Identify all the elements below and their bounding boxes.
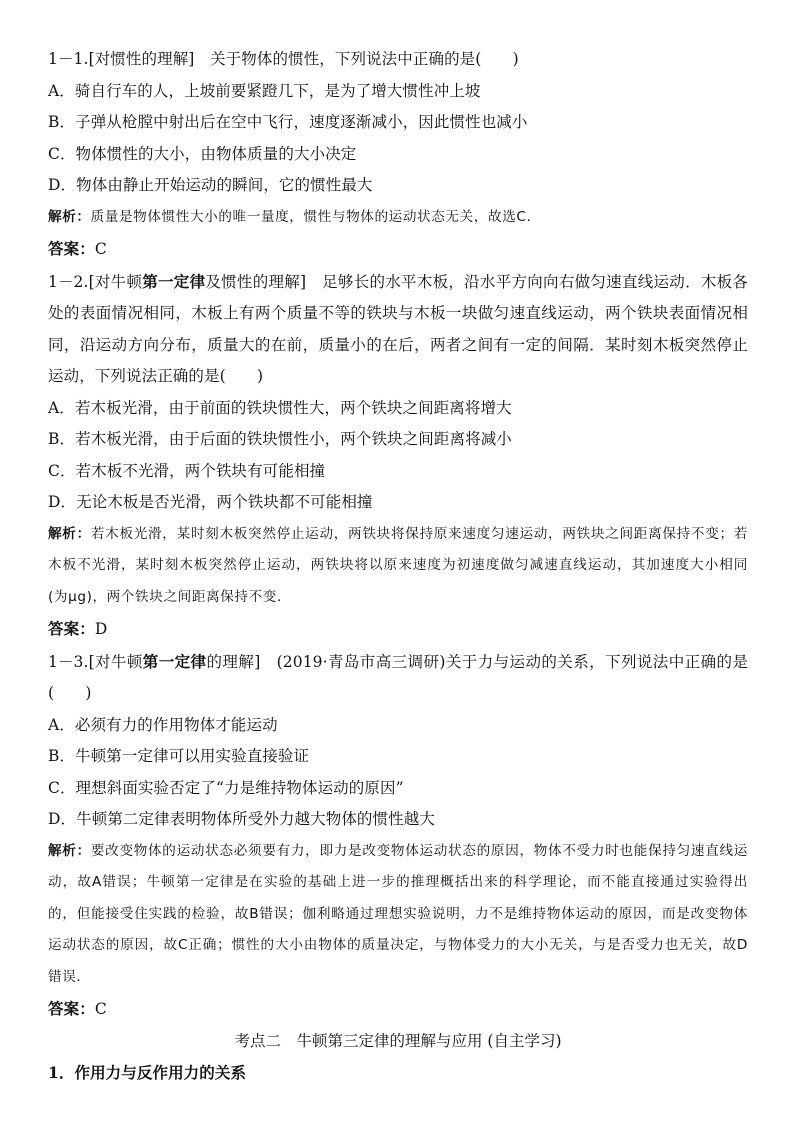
section-note: (自主学习) — [487, 1031, 562, 1050]
question-3-option-b: B．牛顿第一定律可以用实验直接验证 — [48, 747, 310, 765]
analysis-text: 若木板光滑，某时刻木板突然停止运动，两铁块将保持原来速度匀速运动，两铁块之间距离保持不变；若木板不光滑，某时刻木板突然停止运动，两铁块将以原来速度为初速度做匀减速直线运动，其加速度大小相同(为μg)，两个铁块之间距离保持不变． — [48, 525, 748, 605]
answer-label: 答案： — [48, 239, 95, 258]
analysis-text: 质量是物体惯性大小的唯一量度，惯性与物体的运动状态无关，故选C. — [90, 208, 532, 225]
question-1-answer — [48, 233, 748, 266]
section-heading — [48, 1026, 748, 1058]
question-3-option-d: D．牛顿第二定律表明物体所受外力越大物体的惯性越大 — [48, 810, 435, 828]
question-1-option-a: A．骑自行车的人，上坡前要紧蹬几下，是为了增大惯性冲上坡 — [48, 81, 481, 100]
question-3-tag-suffix: 的理解] — [206, 652, 261, 671]
question-2-option-a: A．若木板光滑，由于前面的铁块惯性大，两个铁块之间距离将增大 — [48, 398, 512, 417]
question-1-text: 关于物体的惯性，下列说法中正确的是( ) — [194, 50, 519, 68]
question-3-answer — [48, 993, 748, 1026]
question-2-option-d: D．无论木板是否光滑，两个铁块都不可能相撞 — [48, 493, 373, 511]
item-1-title: 1．作用力与反作用力的关系 — [48, 1063, 247, 1082]
question-1-option-b: B．子弹从枪膛中射出后在空中飞行，速度逐渐减小，因此惯性也减小 — [48, 113, 528, 131]
question-2-stem — [48, 266, 748, 393]
question-2-option-b: B．若木板光滑，由于后面的铁块惯性小，两个铁块之间距离将减小 — [48, 430, 512, 448]
question-3-option-a: A．必须有力的作用物体才能运动 — [48, 715, 278, 734]
question-1-option-d: D．物体由静止开始运动的瞬间，它的惯性最大 — [48, 176, 373, 194]
analysis-label: 解析： — [48, 525, 91, 542]
question-3-tag-bold: 第一定律 — [142, 651, 207, 671]
question-3-option-c: C．理想斜面实验否定了“力是维持物体运动的原因” — [48, 778, 404, 797]
answer-label: 答案： — [48, 619, 95, 638]
answer-label: 答案： — [48, 999, 95, 1018]
analysis-text: 要改变物体的运动状态必须要有力，即力是改变物体运动状态的原因，物体不受力时也能保持匀速直线运动，故A错误；牛顿第一定律是在实验的基础上进一步的推理概括出来的科学理论，而不能直接通过实验得出的，但能接受住实践的检验，故B错误；伽利略通过理想实验说明，力不是维持物体运动的原因，而是改变物体运动状态的原因，故C正确；惯性的大小由物体的质量决定，与物体受力的大小无关，与是否受力也无关，故D错误． — [48, 842, 748, 985]
question-1-number: 1－1. — [48, 50, 89, 68]
question-2-text: 足够长的水平木板，沿水平方向向右做匀速直线运动．木板各处的表面情况相同，木板上有两个质量不等的铁块与木板一块做匀速直线运动，两个铁块表面情况相同，沿运动方向分布，质量大的在前，质量小的在后，两者之间有一定的间隔．某时刻木板突然停止运动，下列说法正确的是( ) — [48, 272, 748, 385]
question-1-tag: [对惯性的理解] — [88, 50, 195, 68]
document-page — [48, 44, 748, 1089]
question-3-stem — [48, 646, 748, 710]
analysis-label: 解析： — [48, 208, 91, 225]
analysis-label: 解析： — [48, 842, 91, 859]
question-3-number: 1－3. — [48, 652, 89, 671]
question-1-stem — [48, 44, 748, 76]
answer-value: C — [94, 240, 107, 258]
question-1-analysis — [48, 202, 748, 234]
question-2-number: 1－2. — [48, 272, 89, 291]
answer-value: D — [94, 620, 108, 638]
question-2-tag-bold: 第一定律 — [142, 271, 206, 291]
question-2-option-c: C．若木板不光滑，两个铁块有可能相撞 — [48, 461, 326, 480]
question-3-tag-prefix: [对牛顿 — [88, 652, 143, 671]
question-3-text: (2019·青岛市高三调研)关于力与运动的关系，下列说法中正确的是( ) — [48, 652, 749, 702]
question-1-option-c: C．物体惯性的大小，由物体质量的大小决定 — [48, 144, 357, 163]
question-3-analysis — [48, 836, 748, 994]
answer-value: C — [94, 1000, 107, 1018]
question-2-analysis — [48, 519, 748, 614]
question-2-answer — [48, 613, 748, 646]
section-title: 考点二 牛顿第三定律的理解与应用 — [234, 1031, 483, 1050]
question-2-tag-suffix: 及惯性的理解] — [205, 272, 307, 291]
question-2-tag-prefix: [对牛顿 — [88, 272, 143, 291]
